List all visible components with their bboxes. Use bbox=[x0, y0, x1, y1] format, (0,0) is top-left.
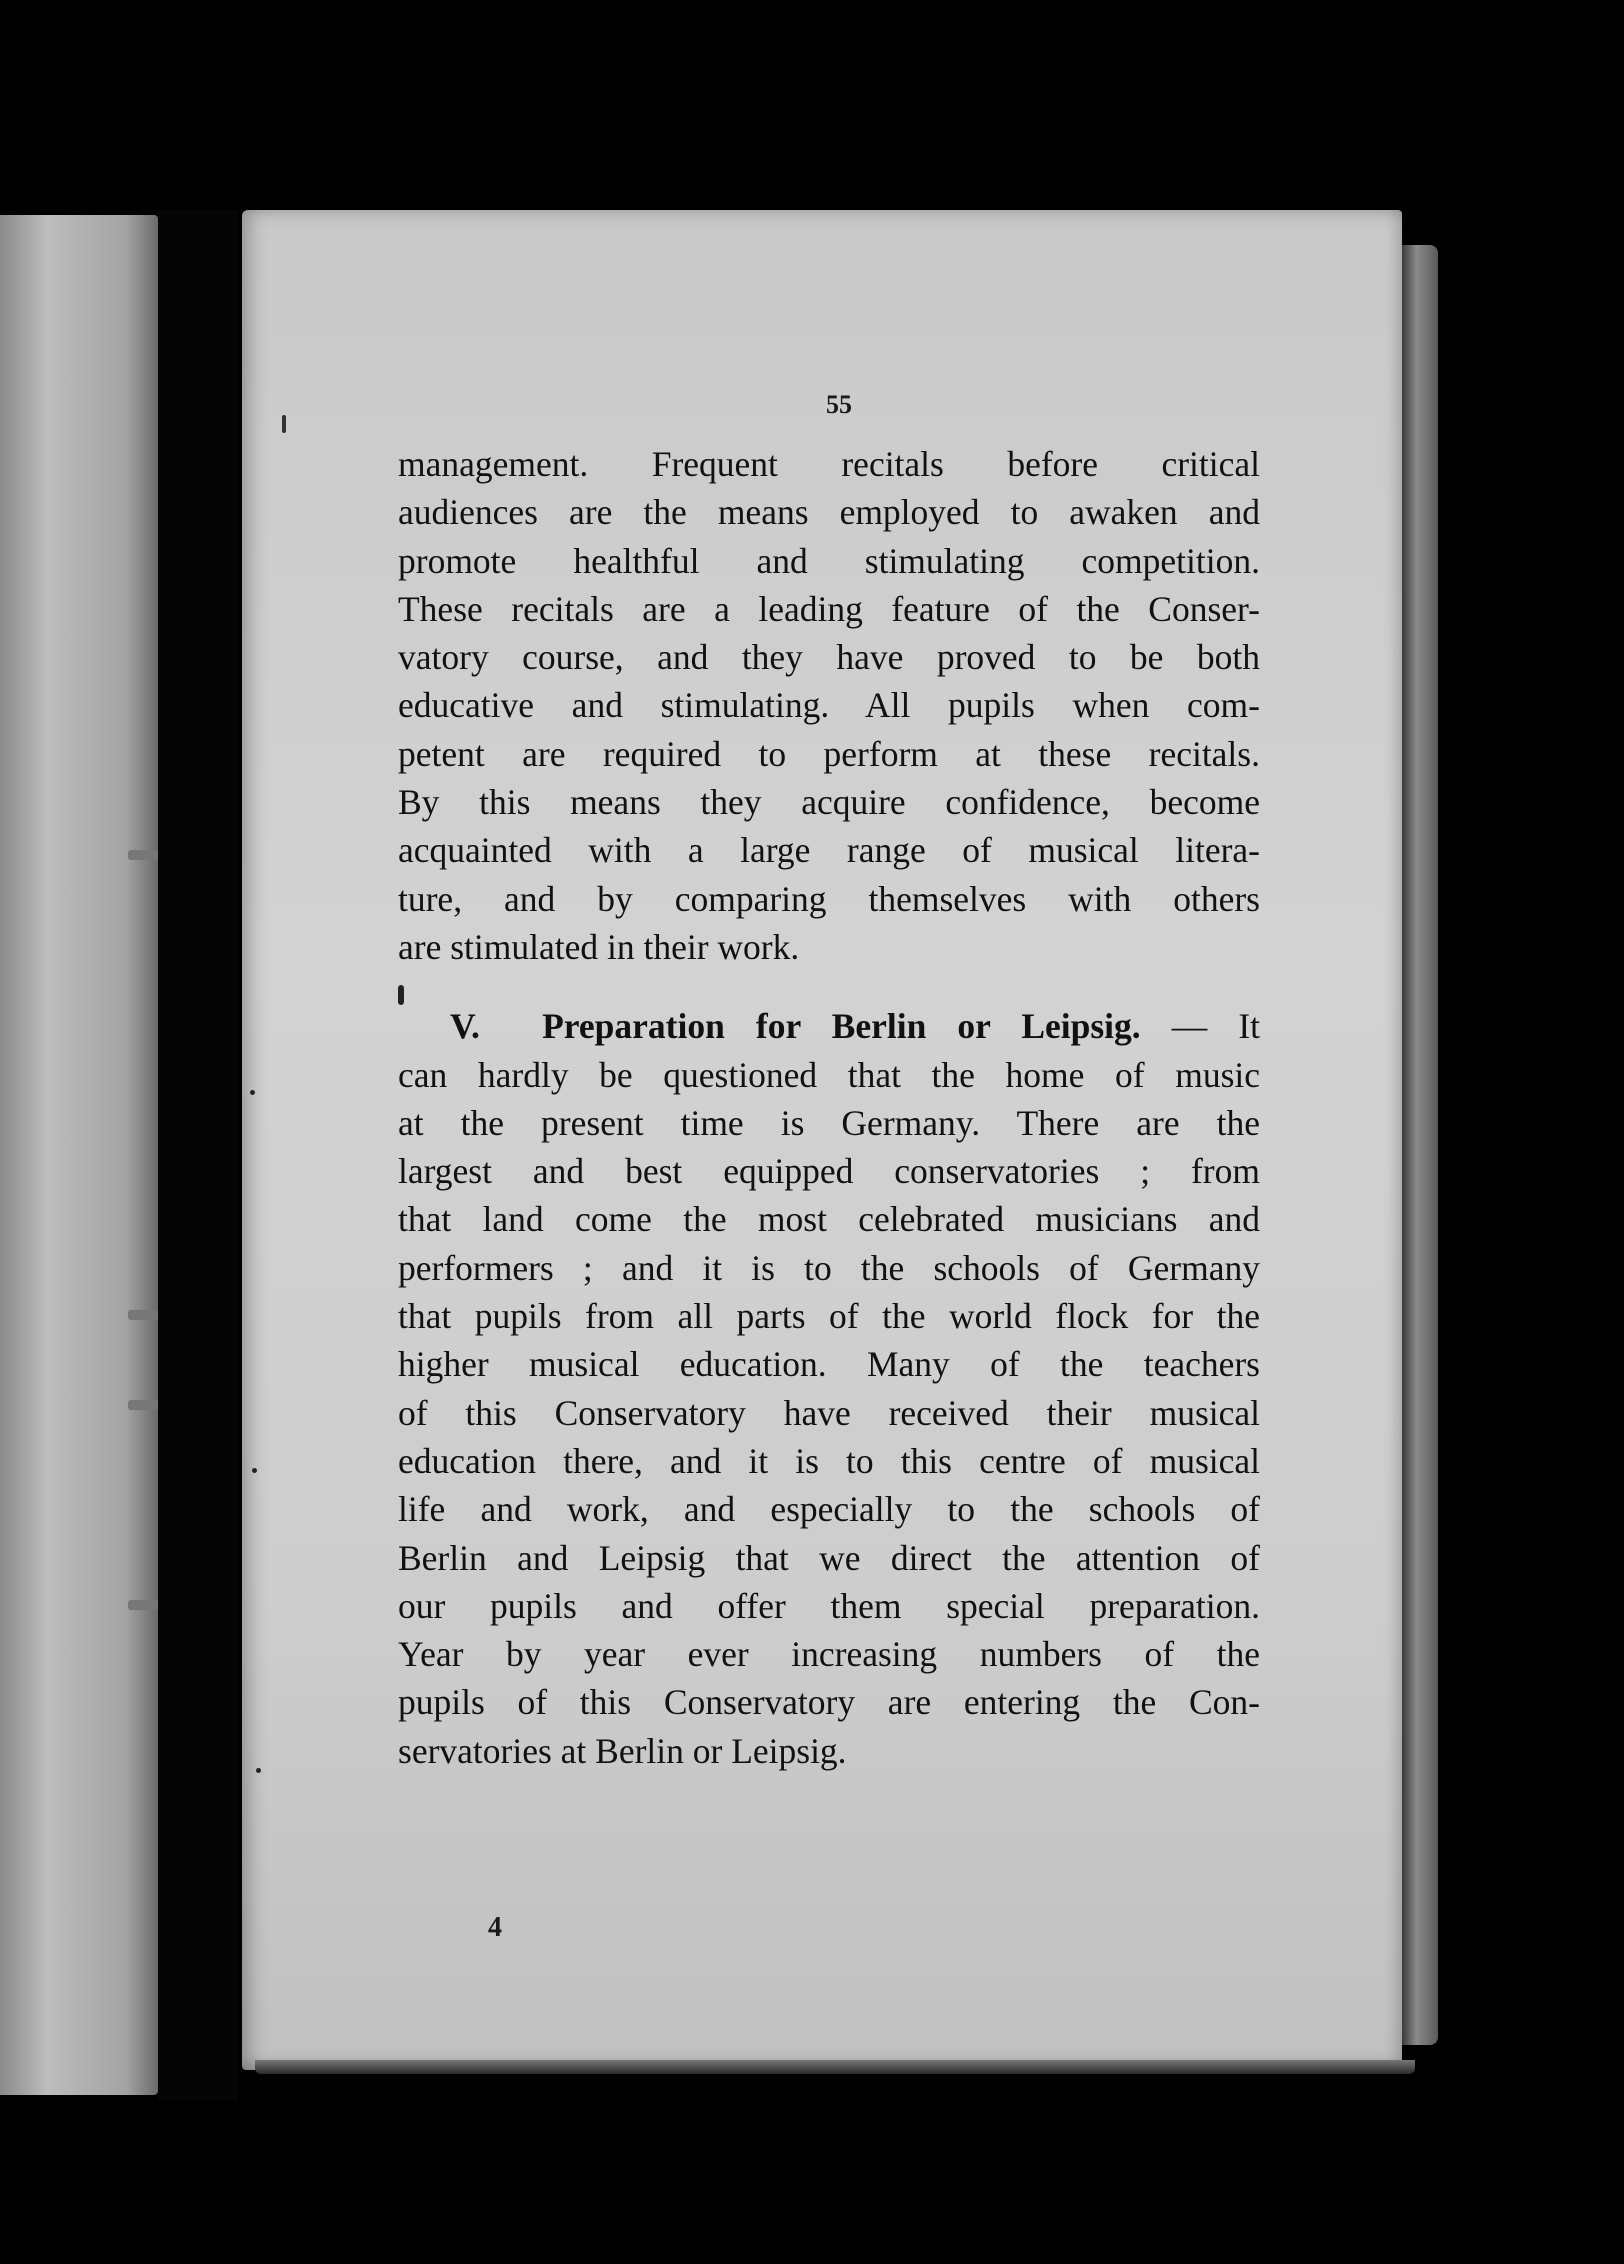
text-line: These recitals are a leading feature of the Conser- bbox=[398, 588, 1260, 629]
text-line: that pupils from all parts of the world flock for the bbox=[398, 1296, 1260, 1337]
body-text bbox=[398, 440, 1260, 1775]
text-line: educative and stimulating. All pupils when com- bbox=[398, 685, 1260, 726]
text-line: that land come the most celebrated musicians and bbox=[398, 1199, 1260, 1240]
binding-thread-mark bbox=[128, 850, 158, 860]
text-line: are stimulated in their work. bbox=[398, 926, 800, 967]
text-line: ture, and by comparing themselves with others bbox=[398, 878, 1260, 919]
text-line: performers ; and it is to the schools of Germany bbox=[398, 1247, 1260, 1288]
binding-thread-mark bbox=[128, 1310, 158, 1320]
page-stack-edge bbox=[1402, 245, 1438, 2045]
text-line: life and work, and especially to the schools of bbox=[398, 1489, 1260, 1530]
text-line: largest and best equipped conservatories ; from bbox=[398, 1151, 1260, 1192]
binding-thread-mark bbox=[128, 1400, 158, 1410]
text-line: audiences are the means employed to awaken and bbox=[398, 492, 1260, 533]
text-line: of this Conservatory have received their musical bbox=[398, 1392, 1260, 1433]
margin-mark bbox=[282, 415, 286, 433]
dust-speck bbox=[256, 1768, 261, 1773]
text-line: education there, and it is to this centre of musical bbox=[398, 1440, 1260, 1481]
text-line: can hardly be questioned that the home of music bbox=[398, 1054, 1260, 1095]
text-line: Year by year ever increasing numbers of the bbox=[398, 1634, 1260, 1675]
text-line: vatory course, and they have proved to be both bbox=[398, 637, 1260, 678]
section-heading-continuation: — It bbox=[1140, 1006, 1261, 1047]
text-line: petent are required to perform at these recitals. bbox=[398, 733, 1260, 774]
text-line: Berlin and Leipsig that we direct the attention of bbox=[398, 1537, 1260, 1578]
book-gutter bbox=[158, 210, 238, 2100]
dust-speck bbox=[250, 1090, 255, 1095]
binding-thread-mark bbox=[128, 1600, 158, 1610]
text-line: our pupils and offer them special preparation. bbox=[398, 1585, 1260, 1626]
section-number: V. bbox=[450, 1006, 480, 1047]
text-line: pupils of this Conservatory are entering the Con- bbox=[398, 1682, 1260, 1723]
text-line: acquainted with a large range of musical litera- bbox=[398, 830, 1260, 871]
text-line: By this means they acquire confidence, become bbox=[398, 782, 1260, 823]
text-line: management. Frequent recitals before critical bbox=[398, 444, 1260, 484]
paragraph-preparation bbox=[398, 1002, 1260, 1775]
signature-mark: 4 bbox=[488, 1912, 502, 1943]
page-bottom-edge bbox=[255, 2060, 1415, 2074]
text-line: at the present time is Germany. There are the bbox=[398, 1102, 1260, 1143]
section-title: Preparation for Berlin or Leipsig. bbox=[542, 1006, 1141, 1047]
section-heading-line bbox=[398, 1002, 1260, 1050]
text-line: servatories at Berlin or Leipsig. bbox=[398, 1730, 847, 1771]
left-page-edge bbox=[0, 215, 158, 2095]
dust-speck bbox=[252, 1468, 257, 1473]
text-line: promote healthful and stimulating competition. bbox=[398, 540, 1260, 581]
text-line: higher musical education. Many of the teachers bbox=[398, 1344, 1260, 1385]
page-number: 55 bbox=[826, 390, 852, 419]
paragraph-recitals bbox=[398, 440, 1260, 971]
